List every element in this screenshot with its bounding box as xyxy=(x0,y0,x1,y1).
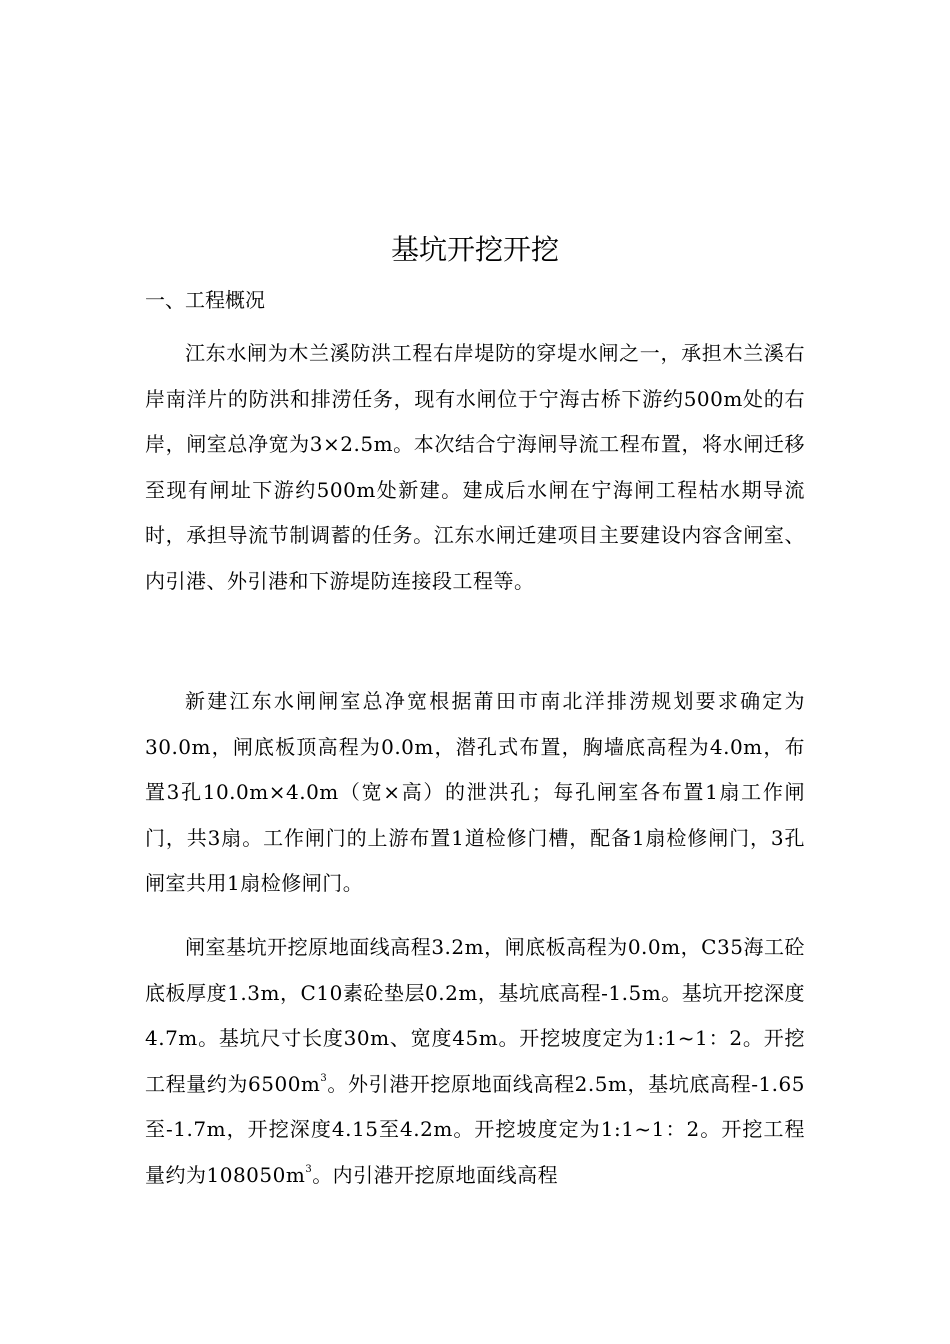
section-heading: 一、工程概况 xyxy=(145,288,265,312)
document-title: 基坑开挖开挖 xyxy=(390,233,559,266)
paragraph-gate-layout: 新建江东水闸闸室总净宽根据莆田市南北洋排涝规划要求确定为30.0m，闸底板顶高程为0.0m，潜孔式布置，胸墙底高程为4.0m，布置3孔10.0m×4.0m（宽×高）的泄洪孔；每孔闸室各布置1扇工作闸门，共3扇。工作闸门的上游布置1道检修门槽，配备1扇检修闸门，3孔闸室共用1扇检修闸门。 xyxy=(145,689,805,896)
excavation-text-part3: 。内引港开挖原地面线高程 xyxy=(312,1162,559,1187)
paragraph-excavation xyxy=(145,925,805,1199)
excavation-text-part2: 。外引港开挖原地面线高程2.5m，基坑底高程-1.65至-1.7m，开挖深度4.15至4.2m。开挖坡度定为1:1~1：2。开挖工程量约为108050m xyxy=(145,1071,805,1187)
paragraph-overview: 江东水闸为木兰溪防洪工程右岸堤防的穿堤水闸之一，承担木兰溪右岸南洋片的防洪和排涝任务，现有水闸位于宁海古桥下游约500m处的右岸，闸室总净宽为3×2.5m。本次结合宁海闸导流工程布置，将水闸迁移至现有闸址下游约500m处新建。建成后水闸在宁海闸工程枯水期导流时，承担导流节制调蓄的任务。江东水闸迁建项目主要建设内容含闸室、内引港、外引港和下游堤防连接段工程等。 xyxy=(145,341,805,593)
superscript-cubic: 3 xyxy=(320,1072,328,1084)
superscript-cubic: 3 xyxy=(305,1163,313,1175)
excavation-text-part1: 闸室基坑开挖原地面线高程3.2m，闸底板高程为0.0m，C35海工砼底板厚度1.3m，C10素砼垫层0.2m，基坑底高程-1.5m。基坑开挖深度4.7m。基坑尺寸长度30m、宽度45m。开挖坡度定为1:1~1：2。开挖工程量约为6500m xyxy=(145,935,805,1096)
